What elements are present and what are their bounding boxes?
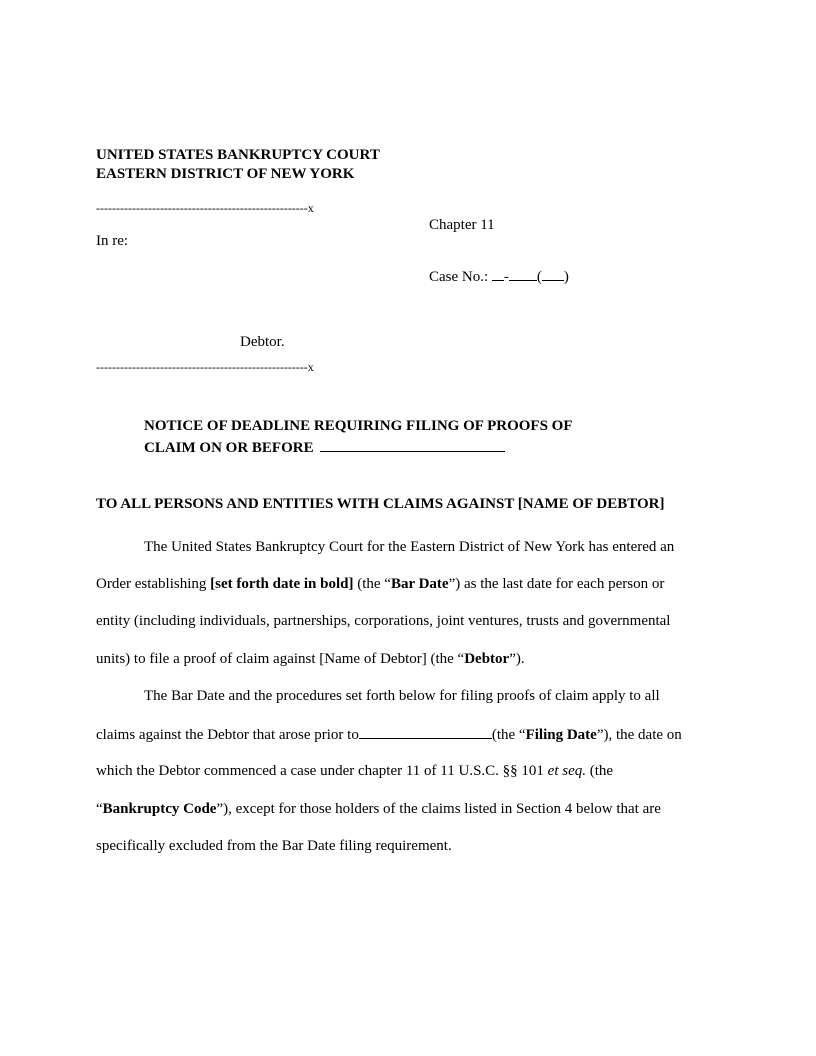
case-number-blank-2 <box>509 268 537 281</box>
paragraph-1-line-3: entity (including individuals, partnerships, corporations, joint ventures, trusts and governmental <box>96 613 671 629</box>
date-placeholder: [set forth date in bold] <box>210 576 354 592</box>
text-run: ”), the date on <box>596 727 682 743</box>
notice-title-text: CLAIM ON OR BEFORE <box>144 440 314 456</box>
defined-term-debtor: Debtor <box>464 651 510 667</box>
paragraph-2-line-5: specifically excluded from the Bar Date filing requirement. <box>96 838 452 854</box>
debtor-label: Debtor. <box>240 334 285 350</box>
defined-term-bar-date: Bar Date <box>390 576 449 592</box>
caption-top-divider: -----------------------------------------------------x <box>96 201 314 215</box>
paragraph-1-line-2 <box>96 576 664 593</box>
address-heading: TO ALL PERSONS AND ENTITIES WITH CLAIMS AGAINST [NAME OF DEBTOR] <box>96 496 665 512</box>
paragraph-1-line-4 <box>96 651 525 668</box>
chapter-label: Chapter 11 <box>429 217 495 233</box>
paragraph-2-line-2 <box>96 726 682 744</box>
text-run: ”) as the last date for each person or <box>448 576 665 592</box>
text-run: ”). <box>509 651 525 667</box>
paragraph-2-line-3 <box>96 763 613 780</box>
text-run: which the Debtor commenced a case under chapter 11 of 11 U.S.C. §§ 101 <box>96 763 548 779</box>
text-run: (the “ <box>353 576 391 592</box>
text-run: units) to file a proof of claim against [Name of Debtor] (the “ <box>96 651 465 667</box>
text-run: (the “ <box>491 727 526 743</box>
text-run: claims against the Debtor that arose prior to <box>96 727 359 743</box>
defined-term-bankruptcy-code: Bankruptcy Code <box>102 801 217 817</box>
text-run: “ <box>96 801 103 817</box>
paragraph-2-line-4 <box>96 801 661 818</box>
caption-bottom-divider: -----------------------------------------------------x <box>96 360 314 374</box>
defined-term-filing-date: Filing Date <box>525 727 597 743</box>
case-number-blank-3 <box>542 268 564 281</box>
text-run: (the <box>586 763 614 779</box>
italic-term: et seq. <box>547 763 586 779</box>
notice-title-line-1: NOTICE OF DEADLINE REQUIRING FILING OF PROOFS OF <box>144 418 573 434</box>
bar-date-blank <box>320 437 505 452</box>
text-run: Order establishing <box>96 576 211 592</box>
paragraph-2-line-1: The Bar Date and the procedures set forth below for filing proofs of claim apply to all <box>144 688 660 704</box>
notice-title-line-2 <box>144 437 505 457</box>
court-name: UNITED STATES BANKRUPTCY COURT <box>96 147 380 163</box>
text-run: ”), except for those holders of the claims listed in Section 4 below that are <box>216 801 661 817</box>
in-re-label: In re: <box>96 233 129 249</box>
filing-date-blank <box>359 726 492 739</box>
court-district: EASTERN DISTRICT OF NEW YORK <box>96 166 355 182</box>
case-number-separator: - <box>503 269 509 285</box>
case-number-blank-1 <box>492 268 504 281</box>
paragraph-1-line-1: The United States Bankruptcy Court for the Eastern District of New York has entered an <box>144 539 675 555</box>
case-number-label: Case No.: <box>429 269 489 285</box>
case-number: Case No.: - ( ) <box>429 269 569 285</box>
